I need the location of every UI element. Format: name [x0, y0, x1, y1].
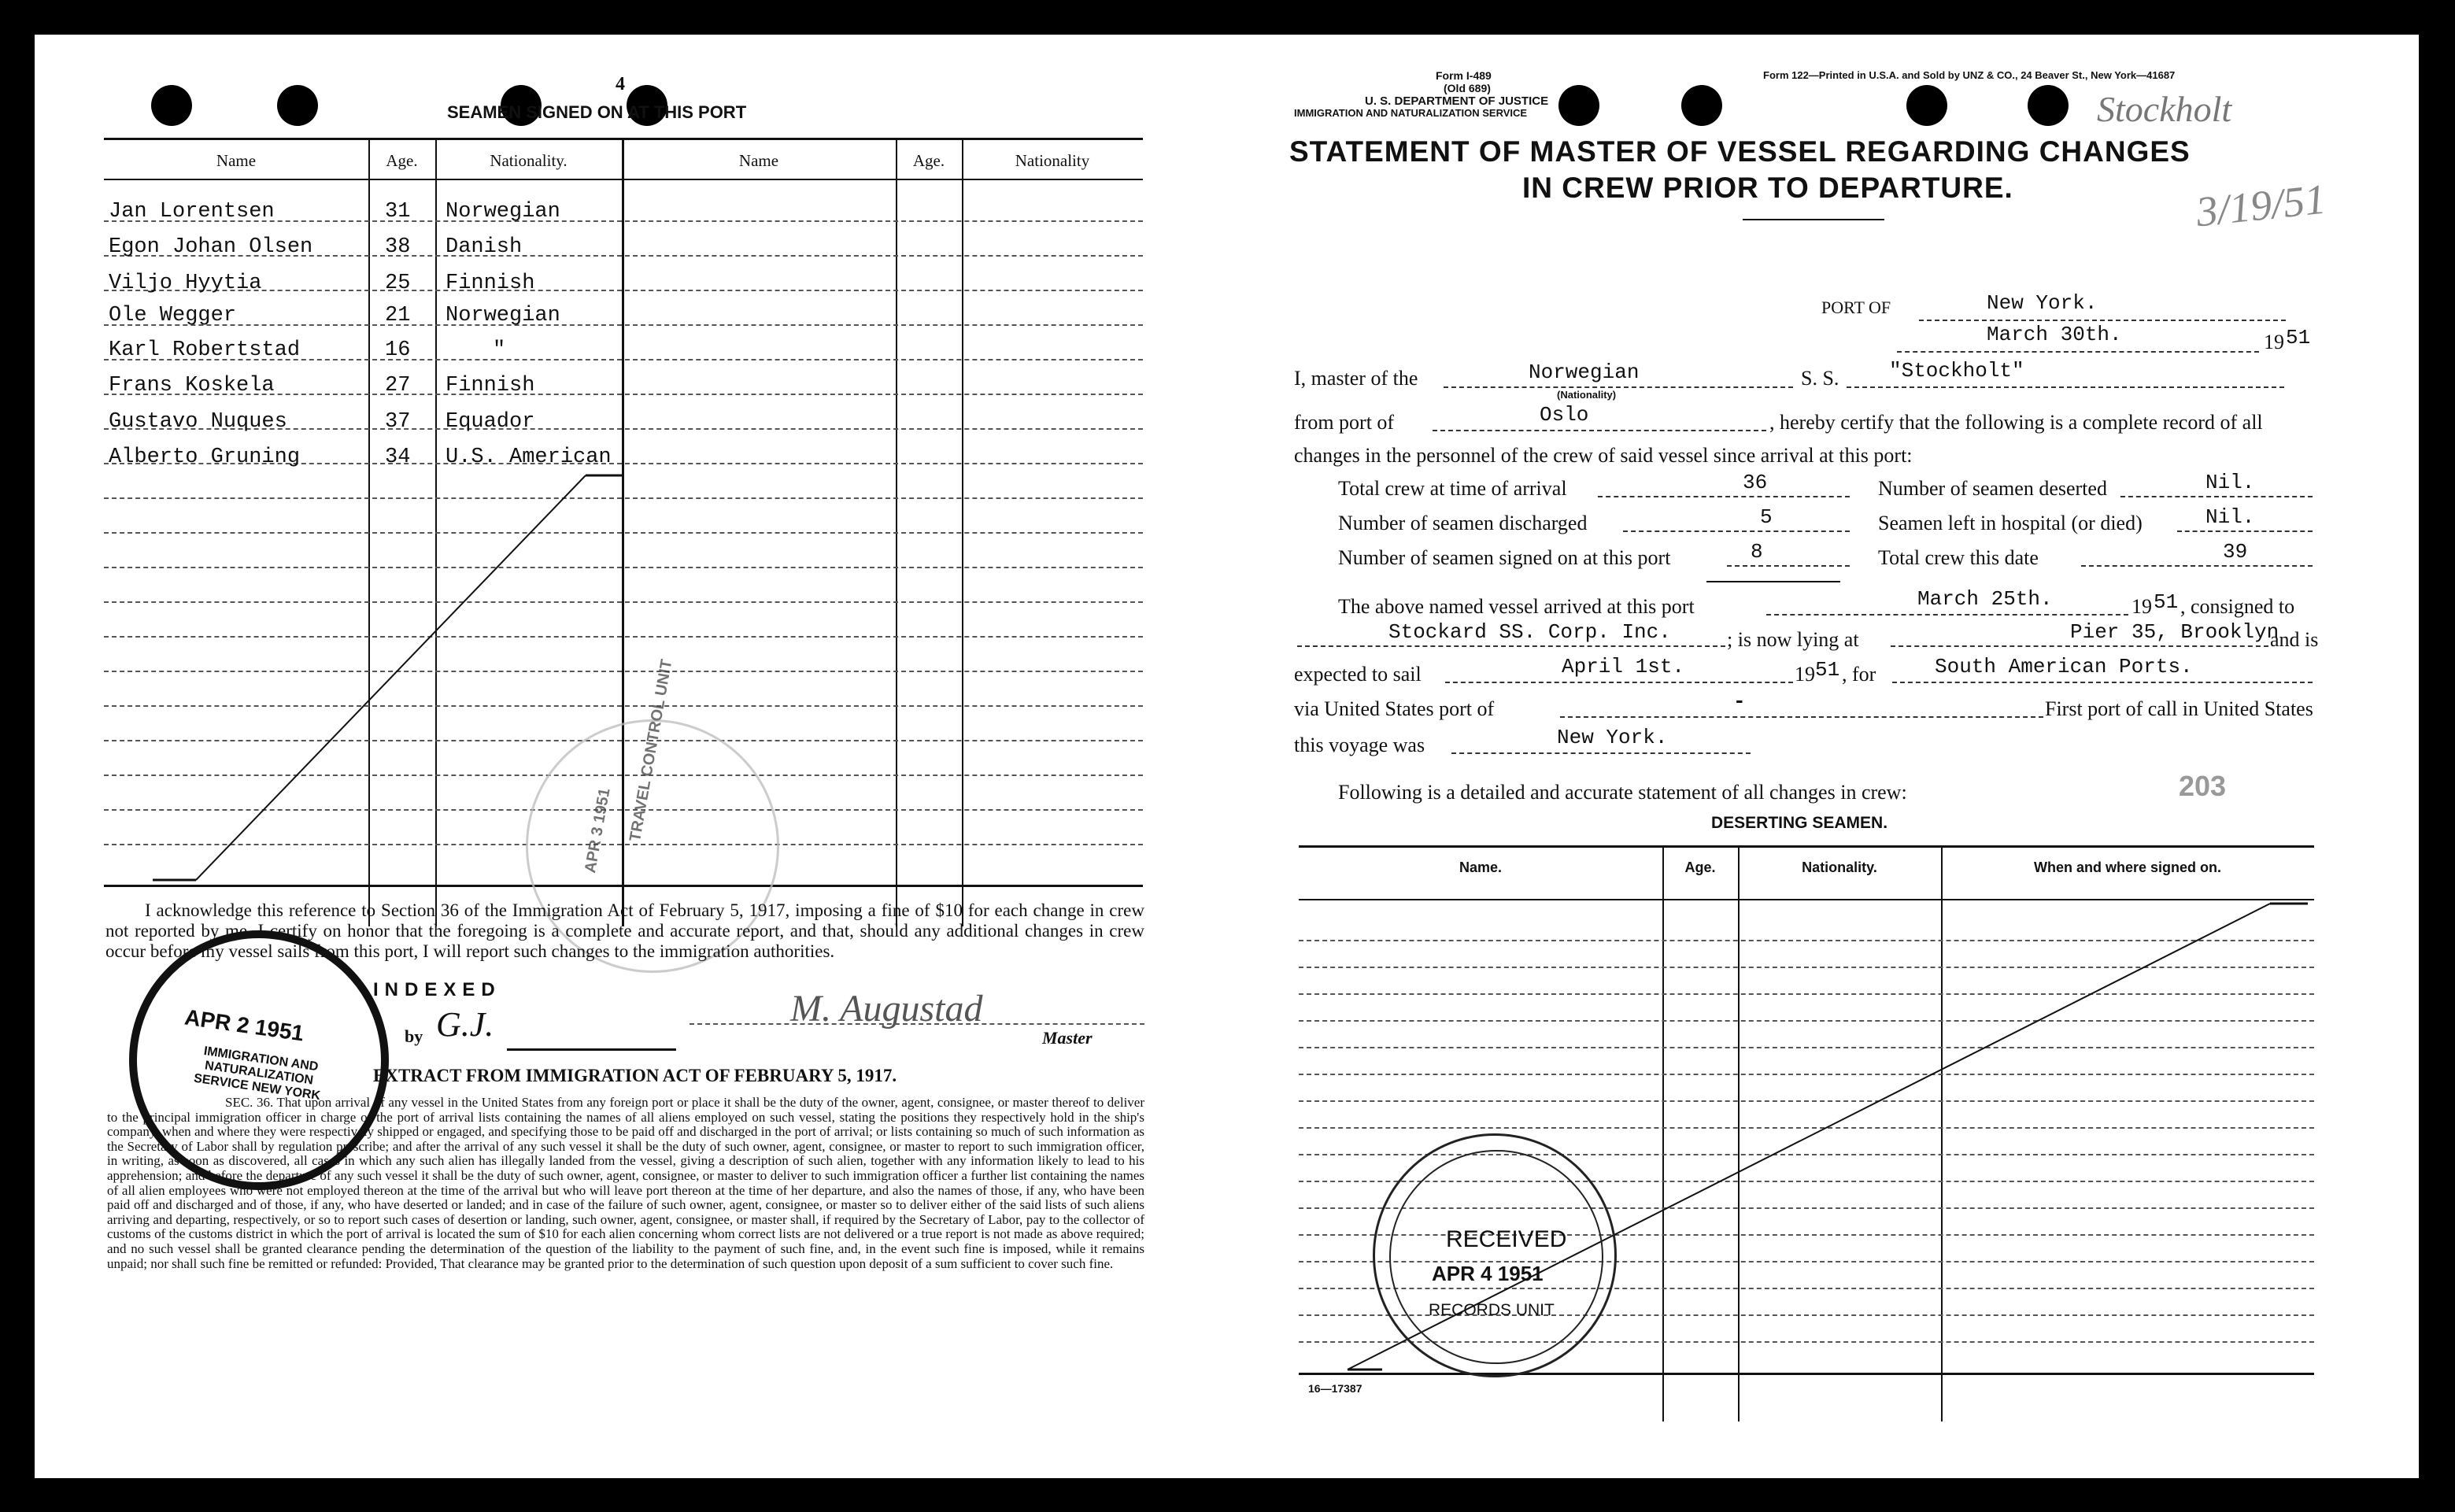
crew-name: Viljo Hyytia	[109, 272, 262, 295]
crew-nationality: Equador	[446, 410, 535, 434]
from-port: Oslo	[1540, 403, 1589, 427]
stamp-date: APR 4 1951	[1432, 1262, 1544, 1285]
arrived-date: March 25th.	[1917, 587, 2053, 611]
deserted: Nil.	[2205, 471, 2255, 494]
arrived-year: 51	[2154, 590, 2179, 614]
year-suffix: 51	[2286, 326, 2311, 349]
stamp-text: IMMIGRATION AND NATURALIZATION SERVICE NEW YORK	[193, 1044, 322, 1104]
changes-text: changes in the personnel of the crew of said vessel since arrival at this port:	[1294, 444, 1913, 467]
vessel-nationality: Norwegian	[1529, 360, 1640, 384]
handwritten-name: Stockholt	[2097, 89, 2232, 129]
discharged-label: Number of seamen discharged	[1338, 512, 1588, 534]
column-header-nationality: Nationality.	[1802, 860, 1877, 875]
sail-year: 51	[1815, 658, 1840, 682]
form-title: STATEMENT OF MASTER OF VESSEL REGARDING CHANGES	[1289, 135, 2191, 168]
by-initials: G.J.	[436, 1005, 494, 1044]
total-crew-arrival: 36	[1743, 471, 1768, 494]
port-of: New York.	[1987, 291, 2098, 315]
certify-text: , hereby certify that the following is a complete record of all	[1769, 411, 2263, 434]
first-port: New York.	[1557, 726, 1668, 749]
voyage-label: this voyage was	[1294, 734, 1425, 756]
lying-at: Pier 35, Brooklyn	[2070, 620, 2279, 644]
expected-label: expected to sail	[1294, 663, 1422, 686]
destination: South American Ports.	[1935, 655, 2193, 678]
crew-age: 21	[385, 304, 411, 327]
from-port-label: from port of	[1294, 411, 1395, 434]
stamp-date: APR 2 1951	[183, 1004, 306, 1046]
master-of-label: I, master of the	[1294, 367, 1418, 390]
hospital: Nil.	[2205, 505, 2255, 529]
section-title: SEAMEN SIGNED ON AT THIS PORT	[447, 102, 747, 122]
by-label: by	[405, 1026, 423, 1046]
nationality-caption: (Nationality)	[1557, 389, 1617, 401]
handwritten-date: 3/19/51	[2194, 175, 2328, 236]
crew-age: 27	[385, 374, 411, 397]
footer-code: 16—17387	[1308, 1382, 1362, 1395]
ship-name: "Stockholt"	[1889, 359, 2024, 383]
year-prefix: 19	[1795, 663, 1815, 686]
master-label: Master	[1042, 1028, 1093, 1048]
ss-label: S. S.	[1801, 367, 1839, 390]
crew-age: 34	[385, 445, 411, 469]
crew-age: 38	[385, 235, 411, 259]
crew-name: Alberto Gruning	[109, 445, 301, 469]
consigned-label: , consigned to	[2180, 595, 2295, 618]
deserted-label: Number of seamen deserted	[1878, 477, 2107, 500]
signed-on: 8	[1751, 540, 1763, 564]
crew-nationality: Finnish	[446, 374, 535, 397]
form-number: Form I-489	[1436, 69, 1492, 82]
stamped-number: 203	[2179, 770, 2227, 802]
stamp-date: APR 3 1951	[582, 786, 614, 874]
crew-name: Frans Koskela	[109, 374, 275, 397]
first-port-label: First port of call in United States	[2045, 697, 2313, 720]
column-header-nationality: Nationality.	[490, 151, 568, 170]
crew-name: Ole Wegger	[109, 304, 237, 327]
form-title: IN CREW PRIOR TO DEPARTURE.	[1522, 172, 2013, 204]
column-header-signed-on: When and where signed on.	[2033, 860, 2222, 875]
document-page	[35, 35, 2419, 1478]
printer-note: Form 122—Printed in U.S.A. and Sold by UNZ & CO., 24 Beaver St., New York—41687	[1763, 69, 2176, 81]
table-rule	[1299, 1373, 2314, 1375]
following-text: Following is a detailed and accurate statement of all changes in crew:	[1338, 781, 1907, 804]
consignee: Stockard SS. Corp. Inc.	[1388, 620, 1671, 644]
column-header-name: Name	[738, 151, 779, 170]
deserting-title: DESERTING SEAMEN.	[1711, 814, 1888, 832]
crew-nationality: "	[493, 338, 506, 362]
crew-name: Karl Robertstad	[109, 338, 301, 362]
cancel-line	[35, 35, 2419, 1478]
sail-date: April 1st.	[1562, 655, 1685, 678]
total-crew-arrival-label: Total crew at time of arrival	[1338, 477, 1567, 500]
extract-text: SEC. 36. That upon arrival of any vessel in the United States from any foreign port or place it shall be the duty of the owner, agent, consignee, or master thereof to deliver to the principal immigration officer in charge of the port of arrival lists containing the names of all aliens employed on such vessel, stating the positions they respectively hold in the ship's company, when and where they were respectively shipped or engaged, and specifying those to be paid off and discharged in the port of arrival; or lists containing so much of such information as the Secretary of Labor shall by regulation prescribe; and after the arrival of any such vessel it shall be the duty of such owner, agent, consignee, or master to report to such immigration officer, in writing, as soon as discovered, all cases in which any such alien has illegally landed from the vessel, giving a description of such alien, together with any information likely to lead to his apprehension; and before the departure of any such vessel it shall be the duty of such owner, agent, consignee, or master to deliver to such immigration officer a further list containing the names of all alien employees who were not employed thereon at the time of the arrival but who will leave port thereon at the time of her departure, and also the names of those, if any, who have been paid off and discharged and of those, if any, who have deserted or landed; and in case of the failure of such owner, agent, consignee, or master so to deliver either of the said lists of such aliens arriving and departing, respectively, or so to report such cases of desertion or landing, such owner, agent, consignee, or master shall, if required by the Secretary of Labor, pay to the collector of customs of the customs district in which the port of arrival is located the sum of $10 for each alien concerning whom correct lists are not delivered or a true report is not made as above required; and no such vessel shall be granted clearance pending the determination of the question of the liability to the payment of such fine, and, in the event such fine is imposed, while it remains unpaid; nor shall such fine be remitted or refunded: Provided, That clearance may be granted prior to the determination of such question upon deposit of a sum sufficient to cover such fine.	[107, 1095, 1144, 1271]
acknowledgment-text: I acknowledge this reference to Section 36 of the Immigration Act of February 5, 1917, imposing a fine of $10 for each change in crew not reported by me. I certify on honor that the foregoing is a complete and accurate report, and that, should any additional changes in crew occur before my vessel sails from this port, I will report such changes to the immigration authorities.	[105, 900, 1144, 961]
service-name: IMMIGRATION AND NATURALIZATION SERVICE	[1294, 107, 1528, 119]
year-prefix: 19	[2264, 331, 2284, 353]
indexed-label: INDEXED	[373, 979, 501, 1000]
statement-date: March 30th.	[1987, 323, 2122, 346]
total-today: 39	[2223, 540, 2248, 564]
crew-nationality: Danish	[446, 235, 523, 259]
column-header-age: Age.	[386, 151, 418, 170]
crew-name: Egon Johan Olsen	[109, 235, 313, 259]
page-number: 4	[616, 74, 625, 94]
discharged: 5	[1760, 505, 1773, 529]
lying-label: ; is now lying at	[1727, 628, 1859, 651]
crew-age: 31	[385, 200, 411, 224]
crew-age: 37	[385, 410, 411, 434]
crew-name: Jan Lorentsen	[109, 200, 275, 224]
for-label: , for	[1842, 663, 1876, 686]
extract-title: EXTRACT FROM IMMIGRATION ACT OF FEBRUARY 5, 1917.	[373, 1066, 897, 1085]
column-header-nationality: Nationality	[1015, 151, 1090, 170]
received-stamp	[1373, 1133, 1617, 1377]
column-header-name: Name	[216, 151, 257, 170]
crew-name: Gustavo Nuques	[109, 410, 287, 434]
via-label: via United States port of	[1294, 697, 1495, 720]
crew-nationality: Norwegian	[446, 304, 560, 327]
year-prefix: 19	[2131, 595, 2152, 618]
master-signature: M. Augustad	[790, 988, 983, 1030]
signed-on-label: Number of seamen signed on at this port	[1338, 546, 1671, 569]
stamp-title: RECEIVED	[1446, 1226, 1567, 1252]
port-of-label: PORT OF	[1821, 298, 1891, 317]
crew-nationality: Finnish	[446, 272, 535, 295]
arrived-label: The above named vessel arrived at this port	[1338, 595, 1695, 618]
crew-nationality: U.S. American	[446, 445, 612, 469]
crew-nationality: Norwegian	[446, 200, 560, 224]
column-header-name: Name.	[1459, 860, 1503, 875]
stamp-text: TRAVEL CONTROL UNIT	[627, 658, 676, 843]
form-old: (Old 689)	[1444, 82, 1491, 94]
column-header-age: Age.	[1684, 860, 1716, 875]
column-header-age: Age.	[912, 151, 945, 170]
stamp-unit: RECORDS UNIT	[1429, 1301, 1555, 1319]
hospital-label: Seamen left in hospital (or died)	[1878, 512, 2143, 534]
via-port: -	[1733, 689, 1746, 713]
department-name: U. S. DEPARTMENT OF JUSTICE	[1365, 94, 1549, 108]
total-today-label: Total crew this date	[1878, 546, 2039, 569]
crew-age: 25	[385, 272, 411, 295]
and-is: and is	[2270, 628, 2319, 651]
stamp-inner-ring	[1389, 1150, 1603, 1364]
crew-age: 16	[385, 338, 411, 362]
